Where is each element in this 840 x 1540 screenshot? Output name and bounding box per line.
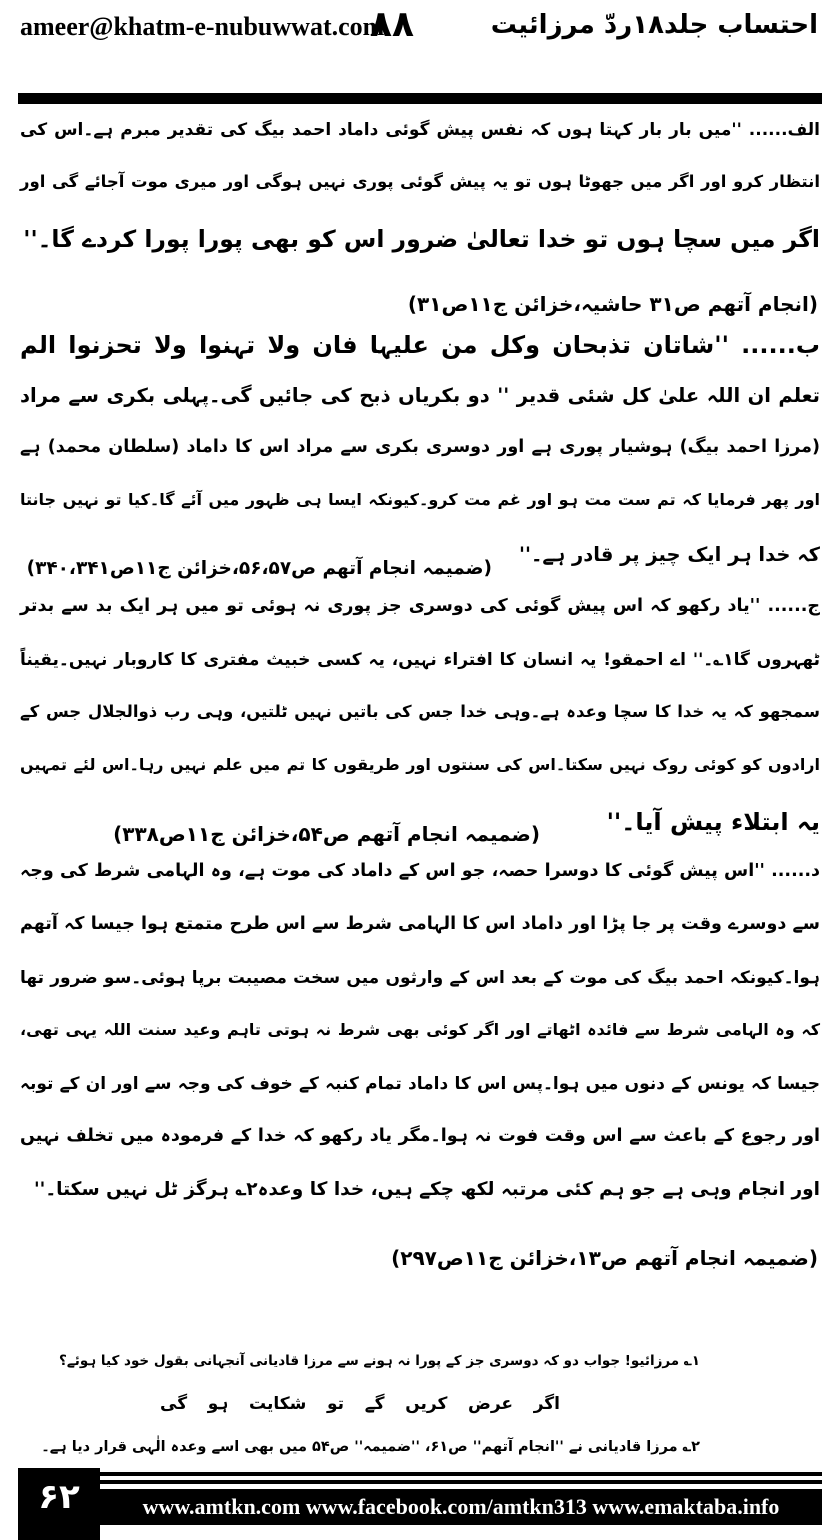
text-line: الف...... ''میں بار بار کہتا ہوں کہ نفس پیش گوئی داماد احمد بیگ کی تقدیر مبرم ہے۔اس کی [20,120,820,140]
text-line: اور رجوع کے باعث سے اس وقت فوت نہ ہوا۔مگر یاد رکھو کہ خدا کے فرمودہ میں تخلف نہیں [20,1126,820,1146]
citation: (ضمیمہ انجام آتھم ص۵۴،خزائن ج۱۱ص۳۳۸) [113,822,540,846]
text-line: انتظار کرو اور اگر میں جھوٹا ہوں تو یہ پیش گوئی پوری نہیں ہوگی اور میری موت آجائے گی اور [20,172,820,191]
text-line: ارادوں کو کوئی روک نہیں سکتا۔اس کی سنتوں اور طریقوں کا تم میں علم نہیں رہا۔اس لئے تمہیں [20,755,820,774]
text-line: جیسا کہ یونس کے دنوں میں ہوا۔پس اس کا داماد تمام کنبہ کے خوف کی وجہ سے اور ان کے توبہ [20,1074,820,1094]
footnote-2: ۲؎ مرزا قادیانی نے ''انجام آتھم'' ص۶۱، ''ضمیمہ'' ص۵۴ میں بھی اسے وعدہ الٰہی قرار دیا ہے۔ [41,1439,700,1455]
footnote-1: ۱؎ مرزائیو! جواب دو کہ دوسری جز کے پورا نہ ہونے سے مرزا قادیانی آنجہانی بقول خود کیا ہوئے؟ [59,1353,700,1369]
text-line: سمجھو کہ یہ خدا کا سچا وعدہ ہے۔وہی خدا جس کی باتیں نہیں ٹلتیں، وہی رب ذوالجلال جس کے [20,702,820,721]
citation: (انجام آتھم ص۳۱ حاشیہ،خزائن ج۱۱ص۳۱) [407,292,818,316]
header-rule [18,93,822,104]
citation: (ضمیمہ انجام آتھم ص۵۶،۵۷،خزائن ج۱۱ص۳۴۰،۳۴۱) [26,558,492,579]
footer-rule [100,1472,822,1476]
text-line: یہ ابتلاء پیش آیا۔'' [606,808,820,836]
text-line: سے دوسرے وقت پر جا پڑا اور داماد اس کا الہامی شرط سے اس طرح متمتع ہوا جیسا کہ آتھم [20,914,820,934]
text-line: ہوا۔کیونکہ احمد بیگ کی موت کے بعد اس کے وارثوں میں سخت مصیبت برپا ہوئی۔سو ضرور تھا [20,968,820,988]
footnote-verse: اگر عرض کریں گے تو شکایت ہو گی [160,1394,560,1414]
text-line: د...... ''اس پیش گوئی کا دوسرا حصہ، جو اس کے داماد کی موت ہے، وہ الہامی شرط کی وجہ [20,861,820,881]
book-title: احتساب جلد۱۸ردّ مرزائیت [490,10,818,40]
footer-links: www.amtkn.com www.facebook.com/amtkn313 www.emaktaba.info [100,1489,822,1525]
footer-rule [100,1480,822,1484]
text-line: اور انجام وہی ہے جو ہم کئی مرتبہ لکھ چکے ہیں، خدا کا وعدہ۲؎ ہرگز ٹل نہیں سکتا۔'' [34,1179,820,1200]
text-line: ج...... ''یاد رکھو کہ اس پیش گوئی کی دوسری جز پوری نہ ہوئی تو میں ہر ایک بد سے بدتر [20,596,820,616]
text-line: (مرزا احمد بیگ) ہوشیار پوری ہے اور دوسری بکری سے مراد اس کا داماد (سلطان محمد) ہے [20,437,820,457]
text-line: کہ وہ الہامی شرط سے فائدہ اٹھاتے اور اگر کوئی بھی شرط نہ ہوتی تاہم وعید سنت اللہ یہی تھی، [20,1020,821,1039]
text-line: ب...... ''شاتان تذبحان وکل من علیہا فان ولا تہنوا ولا تحزنوا الم [20,331,820,359]
text-line: اور پھر فرمایا کہ تم ست مت ہو اور غم مت کرو۔کیونکہ ایسا ہی ظہور میں آئے گا۔کیا تو نہیں جانتا [20,490,820,509]
page-number: ۶۲ [18,1468,100,1540]
text-line: ٹھہروں گا۱؎۔'' اے احمقو! یہ انسان کا افتراء نہیں، یہ کسی خبیث مفتری کا کاروبار نہیں۔یقیناً [20,650,820,670]
citation: (ضمیمہ انجام آتھم ص۱۳،خزائن ج۱۱ص۲۹۷) [391,1246,818,1270]
book-page-number: ۸۸ [370,4,414,45]
text-line: تعلم ان اللہ علیٰ کل شئی قدیر '' دو بکریاں ذبح کی جائیں گی۔پہلی بکری سے مراد [20,384,820,407]
header-email: ameer@khatm-e-nubuwwat.com [20,12,385,41]
text-line: اگر میں سچا ہوں تو خدا تعالیٰ ضرور اس کو بھی پورا پورا کردے گا۔'' [23,225,820,253]
text-line: کہ خدا ہر ایک چیز پر قادر ہے۔'' [519,543,820,566]
